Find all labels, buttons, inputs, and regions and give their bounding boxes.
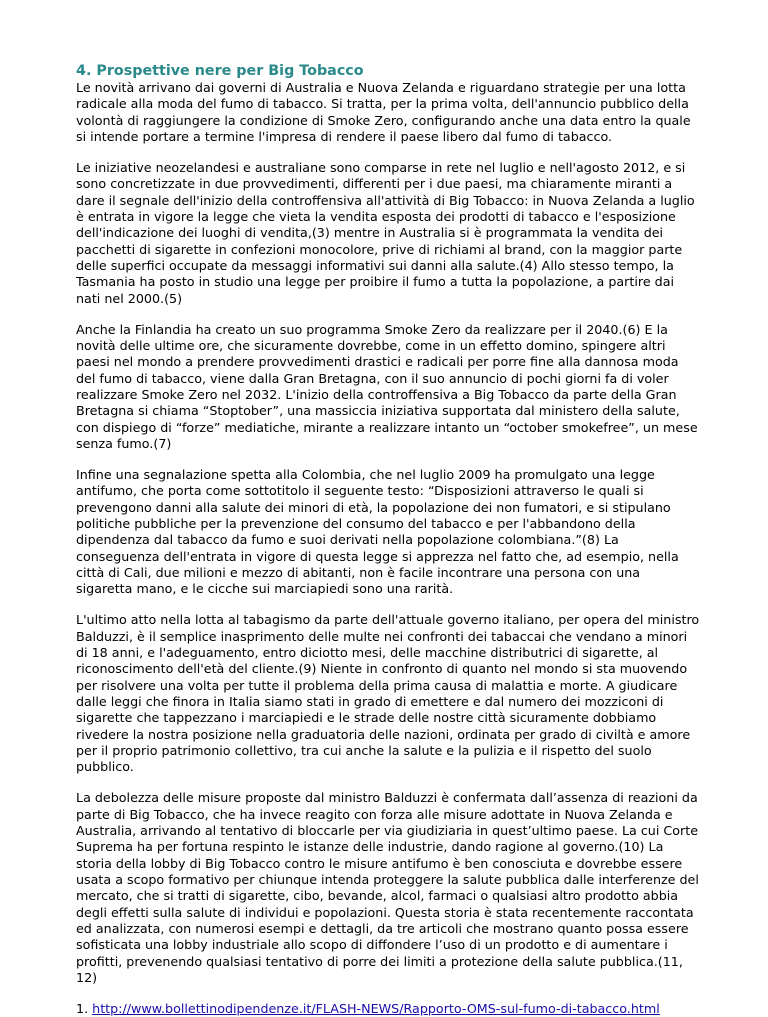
paragraph-australia-new-zealand: Le novità arrivano dai governi di Australia e Nuova Zelanda e riguardano strategie per una lotta radicale alla moda del fumo di tabacco. Si tratta, per la prima volta, dell'annuncio pubblico della volontà di raggiungere la condizione di Smoke Zero, configurando anche una data entro la quale si intende portare a termine l'impresa di rendere il paese libero dal fumo di tabacco. (76, 80, 691, 145)
paragraph-finland-britain: Anche la Finlandia ha creato un suo programma Smoke Zero da realizzare per il 2040.(6) E la novità delle ultime ore, che sicuramente dovrebbe, come in un effetto domino, spingere altri paesi nel mondo a prendere provvedimenti drastici e radicali per porre fine alla dannosa moda del fumo di tabacco, viene dalla Gran Bretagna, con il suo annuncio di pochi giorni fa di voler realizzare Smoke Zero nel 2032. L'inizio della controffensiva a Big Tobacco da parte della Gran Bretagna si chiama “Stoptober”, una massiccia iniziativa supportata dal ministero della salute, con dispiego di “forze” mediatiche, mirante a realizzare intanto un “october smokefree”, un mese senza fumo.(7) (76, 321, 698, 452)
footnote-link[interactable]: http://www.bollettinodipendenze.it/FLASH-NEWS/Rapporto-OMS-sul-fumo-di-tabacco.html (92, 1001, 660, 1017)
footnote-number: 1. (76, 1001, 89, 1017)
paragraph-colombia: Infine una segnalazione spetta alla Colombia, che nel luglio 2009 ha promulgato una legge antifumo, che porta come sottotitolo il seguente testo: “Disposizioni attraverso le quali si prevengono danni alla salute dei minori di età, la popolazione dei non fumatori, e si stipulano politiche pubbliche per la prevenzione del consumo del tabacco e per l'abbandono della dipendenza dal tabacco da fumo e suoi derivati nella popolazione colombiana.”(8) La conseguenza dell'entrata in vigore di questa legge si apprezza nel fatto che, ad esempio, nella città di Cali, due milioni e mezzo di abitanti, non è facile incontrare una persona con una sigaretta mano, e le cicche sui marciapiedi sono una rarità. (76, 467, 679, 597)
footnote-1 (76, 1001, 700, 1017)
section-heading: 4. Prospettive nere per Big Tobacco (76, 63, 364, 79)
paragraph-balduzzi-weakness: La debolezza delle misure proposte dal ministro Balduzzi è confermata dall’assenza di reazioni da parte di Big Tobacco, che ha invece reagito con forza alle misure adottate in Nuova Zelanda e Australia, arrivando al tentativo di bloccarle per via giudiziaria in quest’ultimo paese. La cui Corte Suprema ha per fortuna respinto le istanze delle industrie, dando ragione al governo.(10) La storia della lobby di Big Tobacco contro le misure antifumo è ben conosciuta e dovrebbe essere usata a scopo formativo per chiunque intenda proteggere la salute pubblica dalle interferenze del mercato, che si tratti di sigarette, cibo, bevande, alcol, farmaci o qualsiasi altro prodotto abbia degli effetti sulla salute di individui e popolazioni. Questa storia è stata recentemente raccontata ed analizzata, con numerosi esempi e dettagli, da tre articoli che mostrano quanto possa essere sofisticata una lobby industriale allo scopo di diffondere l’uso di un prodotto e di aumentare i profitti, prevenendo qualsiasi tentativo di porre dei limiti a protezione della salute pubblica.(11, 12) (76, 790, 699, 986)
article-section (76, 62, 700, 1017)
paragraph-italy: L'ultimo atto nella lotta al tabagismo da parte dell'attuale governo italiano, per opera del ministro Balduzzi, è il semplice inasprimento delle multe nei confronti dei tabaccai che vendano a minori di 18 anni, e l'adeguamento, entro diciotto mesi, delle macchine distributrici di sigarette, al riconoscimento dell'età del cliente.(9) Niente in confronto di quanto nel mondo si sta muovendo per risolvere una volta per tutte il problema della prima causa di malattia e morte. A giudicare dalle leggi che finora in Italia siamo stati in grado di emettere e dal numero dei mozziconi di sigarette che tappezzano i marciapiedi e le strade delle nostre città sicuramente dobbiamo rivedere la nostra posizione nella graduatoria delle nazioni, ordinata per grado di civiltà e amore per il proprio patrimonio collettivo, tra cui anche la salute e la pulizia e il rispetto del suolo pubblico. (76, 612, 700, 775)
paragraph-initiatives: Le iniziative neozelandesi e australiane sono comparse in rete nel luglio e nell'agosto 2012, e si sono concretizzate in due provvedimenti, differenti per i due paesi, ma chiaramente miranti a dare il segnale dell'inizio della controffensiva all'attività di Big Tobacco: in Nuova Zelanda a luglio è entrata in vigore la legge che vieta la vendita esposta dei prodotti di tabacco e l'esposizione dell'indicazione dei luoghi di vendita,(3) mentre in Australia si è programmata la vendita dei pacchetti di sigarette in confezioni monocolore, prive di richiami al brand, con la maggior parte delle superfici occupate da messaggi informativi sui danni alla salute.(4) Allo stesso tempo, la Tasmania ha posto in studio una legge per proibire il fumo a tutta la popolazione, a partire dai nati nel 2000.(5) (76, 159, 695, 306)
